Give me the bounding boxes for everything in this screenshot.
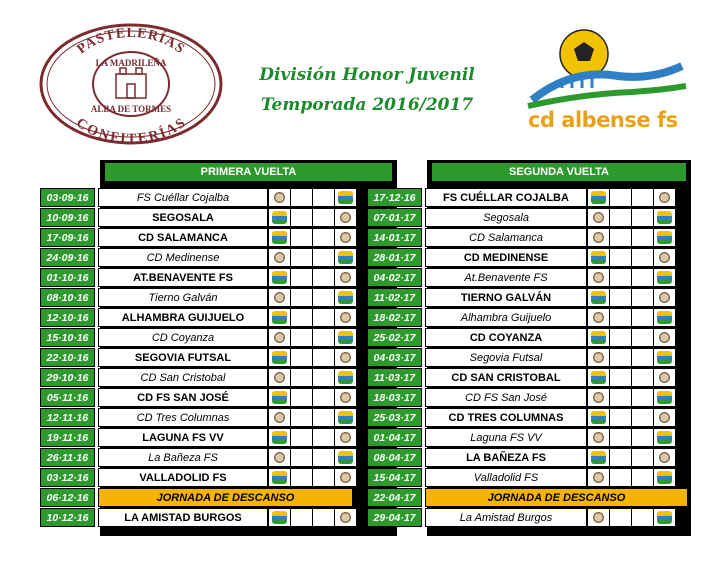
primera-vuelta-header: PRIMERA VUELTA (100, 160, 397, 184)
team-badge (268, 508, 291, 527)
opponent-team: CD Tres Columnas (98, 408, 268, 427)
score-cell (312, 388, 335, 407)
team-badge (334, 308, 357, 327)
score-cell (609, 328, 632, 347)
club-crest-icon (338, 371, 353, 384)
score-cell (312, 208, 335, 227)
club-crest-icon (338, 251, 353, 264)
club-crest-icon (657, 431, 672, 444)
club-crest-icon (272, 471, 287, 484)
segunda-vuelta-header: SEGUNDA VUELTA (427, 160, 691, 184)
score-cell (609, 428, 632, 447)
match-date: 28·01·17 (367, 248, 422, 267)
page-title (236, 60, 498, 120)
team-badge (268, 268, 291, 287)
score-cell (609, 468, 632, 487)
logo-text-top: PASTELERÍAS (74, 25, 188, 58)
club-crest-icon (272, 431, 287, 444)
club-crest-icon (338, 351, 353, 364)
opponent-team: CD Coyanza (98, 328, 268, 347)
opponent-team: CD FS SAN JOSÉ (98, 388, 268, 407)
match-date: 08·04·17 (367, 448, 422, 467)
club-crest-icon (591, 211, 606, 224)
club-crest-icon (272, 191, 287, 204)
match-date: 26·11·16 (40, 448, 95, 467)
score-cell (609, 308, 632, 327)
albense-logo (522, 28, 688, 138)
score-cell (312, 288, 335, 307)
club-crest-icon (338, 391, 353, 404)
team-badge (334, 368, 357, 387)
match-date: 29·04·17 (367, 508, 422, 527)
opponent-team: CD SAN CRISTOBAL (425, 368, 587, 387)
team-badge (653, 288, 676, 307)
score-cell (290, 368, 313, 387)
club-crest-icon (272, 311, 287, 324)
team-badge (653, 268, 676, 287)
score-cell (290, 328, 313, 347)
club-crest-icon (272, 371, 287, 384)
score-cell (609, 248, 632, 267)
team-badge (334, 448, 357, 467)
club-crest-icon (591, 231, 606, 244)
club-crest-icon (272, 351, 287, 364)
score-cell (312, 448, 335, 467)
score-cell (312, 348, 335, 367)
team-badge (653, 208, 676, 227)
club-crest-icon (657, 251, 672, 264)
team-badge (268, 228, 291, 247)
title-line-1: División Honor Juvenil (259, 65, 475, 85)
match-date: 12·10·16 (40, 308, 95, 327)
match-date: 18·03·17 (367, 388, 422, 407)
club-crest-icon (591, 351, 606, 364)
logo-text-mid1: LA MADRILEÑA (95, 58, 167, 68)
team-badge (653, 388, 676, 407)
club-crest-icon (657, 451, 672, 464)
match-date: 19·11·16 (40, 428, 95, 447)
team-badge (587, 248, 610, 267)
score-cell (312, 228, 335, 247)
club-crest-icon (657, 371, 672, 384)
score-cell (290, 268, 313, 287)
score-cell (609, 448, 632, 467)
team-badge (587, 208, 610, 227)
score-cell (290, 288, 313, 307)
team-badge (653, 348, 676, 367)
team-badge (334, 508, 357, 527)
match-date: 06·12·16 (40, 488, 95, 507)
team-badge (268, 288, 291, 307)
club-crest-icon (657, 331, 672, 344)
team-badge (334, 428, 357, 447)
score-cell (609, 268, 632, 287)
club-crest-icon (272, 271, 287, 284)
score-cell (631, 208, 654, 227)
opponent-team: Tierno Galván (98, 288, 268, 307)
club-crest-icon (591, 371, 606, 384)
team-badge (587, 388, 610, 407)
score-cell (609, 388, 632, 407)
club-crest-icon (591, 511, 606, 524)
team-badge (653, 328, 676, 347)
score-cell (312, 368, 335, 387)
opponent-team: TIERNO GALVÁN (425, 288, 587, 307)
match-date: 14·01·17 (367, 228, 422, 247)
score-cell (609, 348, 632, 367)
club-crest-icon (591, 331, 606, 344)
opponent-team: La Bañeza FS (98, 448, 268, 467)
team-badge (268, 368, 291, 387)
team-badge (653, 368, 676, 387)
opponent-team: CD San Cristobal (98, 368, 268, 387)
team-badge (268, 408, 291, 427)
opponent-team: CD Salamanca (425, 228, 587, 247)
team-badge (587, 408, 610, 427)
opponent-team: AT.BENAVENTE FS (98, 268, 268, 287)
score-cell (312, 428, 335, 447)
club-crest-icon (657, 411, 672, 424)
team-badge (334, 188, 357, 207)
club-crest-icon (338, 311, 353, 324)
score-cell (290, 248, 313, 267)
score-cell (631, 268, 654, 287)
score-cell (290, 468, 313, 487)
match-date: 08·10·16 (40, 288, 95, 307)
opponent-team: SEGOSALA (98, 208, 268, 227)
rest-day: JORNADA DE DESCANSO (98, 488, 353, 507)
score-cell (609, 508, 632, 527)
team-badge (587, 428, 610, 447)
team-badge (334, 388, 357, 407)
score-cell (631, 408, 654, 427)
albense-emblem-icon (522, 28, 688, 118)
score-cell (631, 328, 654, 347)
score-cell (609, 188, 632, 207)
match-date: 22·04·17 (367, 488, 422, 507)
team-badge (587, 328, 610, 347)
team-badge (334, 408, 357, 427)
team-badge (653, 448, 676, 467)
score-cell (609, 228, 632, 247)
score-cell (631, 428, 654, 447)
club-crest-icon (591, 411, 606, 424)
match-date: 07·01·17 (367, 208, 422, 227)
club-crest-icon (338, 231, 353, 244)
title-line-2: Temporada 2016/2017 (260, 95, 474, 115)
opponent-team: LA AMISTAD BURGOS (98, 508, 268, 527)
match-date: 25·02·17 (367, 328, 422, 347)
score-cell (312, 408, 335, 427)
team-badge (268, 348, 291, 367)
club-crest-icon (657, 231, 672, 244)
opponent-team: CD FS San José (425, 388, 587, 407)
club-crest-icon (272, 211, 287, 224)
opponent-team: FS Cuéllar Cojalba (98, 188, 268, 207)
match-date: 18·02·17 (367, 308, 422, 327)
team-badge (587, 188, 610, 207)
club-crest-icon (657, 191, 672, 204)
opponent-team: CD SALAMANCA (98, 228, 268, 247)
club-crest-icon (591, 431, 606, 444)
team-badge (653, 308, 676, 327)
club-crest-icon (338, 191, 353, 204)
opponent-team: Laguna FS VV (425, 428, 587, 447)
albense-logo-text: cd albense fs (528, 108, 678, 132)
score-cell (631, 228, 654, 247)
score-cell (312, 328, 335, 347)
score-cell (631, 388, 654, 407)
club-crest-icon (657, 391, 672, 404)
score-cell (312, 248, 335, 267)
club-crest-icon (657, 291, 672, 304)
team-badge (334, 248, 357, 267)
score-cell (290, 388, 313, 407)
score-cell (312, 468, 335, 487)
team-badge (587, 468, 610, 487)
match-date: 12·11·16 (40, 408, 95, 427)
score-cell (290, 348, 313, 367)
score-cell (290, 428, 313, 447)
opponent-team: ALHAMBRA GUIJUELO (98, 308, 268, 327)
team-badge (334, 228, 357, 247)
match-date: 11·03·17 (367, 368, 422, 387)
score-cell (631, 348, 654, 367)
match-date: 24·09·16 (40, 248, 95, 267)
opponent-team: La Amistad Burgos (425, 508, 587, 527)
team-badge (653, 468, 676, 487)
score-cell (631, 508, 654, 527)
team-badge (334, 328, 357, 347)
club-crest-icon (591, 191, 606, 204)
score-cell (290, 508, 313, 527)
club-crest-icon (591, 291, 606, 304)
team-badge (334, 268, 357, 287)
score-cell (609, 288, 632, 307)
score-cell (312, 188, 335, 207)
match-date: 17·12·16 (367, 188, 422, 207)
team-badge (268, 308, 291, 327)
club-crest-icon (338, 411, 353, 424)
club-crest-icon (272, 331, 287, 344)
team-badge (334, 208, 357, 227)
team-badge (653, 508, 676, 527)
match-date: 29·10·16 (40, 368, 95, 387)
club-crest-icon (272, 251, 287, 264)
score-cell (290, 188, 313, 207)
club-crest-icon (338, 471, 353, 484)
match-date: 01·04·17 (367, 428, 422, 447)
opponent-team: At.Benavente FS (425, 268, 587, 287)
team-badge (653, 408, 676, 427)
club-crest-icon (272, 291, 287, 304)
club-crest-icon (657, 511, 672, 524)
team-badge (653, 188, 676, 207)
team-badge (653, 248, 676, 267)
opponent-team: VALLADOLID FS (98, 468, 268, 487)
match-date: 04·03·17 (367, 348, 422, 367)
club-crest-icon (657, 471, 672, 484)
score-cell (631, 368, 654, 387)
team-badge (587, 508, 610, 527)
club-crest-icon (338, 511, 353, 524)
team-badge (268, 468, 291, 487)
opponent-team: LAGUNA FS VV (98, 428, 268, 447)
opponent-team: CD TRES COLUMNAS (425, 408, 587, 427)
score-cell (631, 248, 654, 267)
score-cell (312, 308, 335, 327)
team-badge (268, 208, 291, 227)
match-date: 03·12·16 (40, 468, 95, 487)
opponent-team: CD COYANZA (425, 328, 587, 347)
team-badge (268, 428, 291, 447)
match-date: 10·12·16 (40, 508, 95, 527)
club-crest-icon (591, 251, 606, 264)
club-crest-icon (591, 311, 606, 324)
score-cell (312, 268, 335, 287)
club-crest-icon (657, 311, 672, 324)
match-date: 11·02·17 (367, 288, 422, 307)
opponent-team: Segovia Futsal (425, 348, 587, 367)
club-crest-icon (272, 511, 287, 524)
club-crest-icon (338, 271, 353, 284)
team-badge (334, 288, 357, 307)
club-crest-icon (272, 391, 287, 404)
team-badge (268, 188, 291, 207)
club-crest-icon (591, 451, 606, 464)
team-badge (587, 348, 610, 367)
team-badge (334, 348, 357, 367)
opponent-team: FS CUÉLLAR COJALBA (425, 188, 587, 207)
match-date: 10·09·16 (40, 208, 95, 227)
logo-text-mid2: ALBA DE TORMES (90, 104, 172, 114)
match-date: 03·09·16 (40, 188, 95, 207)
opponent-team: Valladolid FS (425, 468, 587, 487)
team-badge (268, 388, 291, 407)
opponent-team: CD Medinense (98, 248, 268, 267)
match-date: 22·10·16 (40, 348, 95, 367)
opponent-team: Alhambra Guijuelo (425, 308, 587, 327)
score-cell (290, 448, 313, 467)
club-crest-icon (338, 331, 353, 344)
opponent-team: Segosala (425, 208, 587, 227)
match-date: 17·09·16 (40, 228, 95, 247)
match-date: 05·11·16 (40, 388, 95, 407)
score-cell (631, 288, 654, 307)
club-crest-icon (657, 211, 672, 224)
team-badge (268, 328, 291, 347)
score-cell (609, 368, 632, 387)
team-badge (653, 228, 676, 247)
club-crest-icon (338, 451, 353, 464)
club-crest-icon (338, 291, 353, 304)
match-date: 04·02·17 (367, 268, 422, 287)
club-crest-icon (591, 391, 606, 404)
club-crest-icon (272, 231, 287, 244)
score-cell (312, 508, 335, 527)
score-cell (290, 228, 313, 247)
club-crest-icon (338, 431, 353, 444)
team-badge (587, 288, 610, 307)
team-badge (268, 248, 291, 267)
team-badge (587, 268, 610, 287)
club-crest-icon (591, 271, 606, 284)
opponent-team: LA BAÑEZA FS (425, 448, 587, 467)
team-badge (587, 308, 610, 327)
match-date: 15·04·17 (367, 468, 422, 487)
opponent-team: SEGOVIA FUTSAL (98, 348, 268, 367)
score-cell (290, 408, 313, 427)
score-cell (631, 448, 654, 467)
score-cell (609, 208, 632, 227)
team-badge (587, 368, 610, 387)
club-crest-icon (657, 351, 672, 364)
team-badge (587, 228, 610, 247)
team-badge (268, 448, 291, 467)
club-crest-icon (591, 471, 606, 484)
match-date: 25·03·17 (367, 408, 422, 427)
score-cell (290, 308, 313, 327)
club-crest-icon (338, 211, 353, 224)
pastelerias-logo (38, 22, 224, 146)
opponent-team: CD MEDINENSE (425, 248, 587, 267)
team-badge (653, 428, 676, 447)
score-cell (290, 208, 313, 227)
club-crest-icon (657, 271, 672, 284)
match-date: 01·10·16 (40, 268, 95, 287)
team-badge (334, 468, 357, 487)
team-badge (587, 448, 610, 467)
match-date: 15·10·16 (40, 328, 95, 347)
logo-text-bottom: CONFITERÍAS (73, 115, 190, 146)
score-cell (609, 408, 632, 427)
score-cell (631, 188, 654, 207)
club-crest-icon (272, 451, 287, 464)
club-crest-icon (272, 411, 287, 424)
score-cell (631, 308, 654, 327)
rest-day: JORNADA DE DESCANSO (425, 488, 688, 507)
score-cell (631, 468, 654, 487)
